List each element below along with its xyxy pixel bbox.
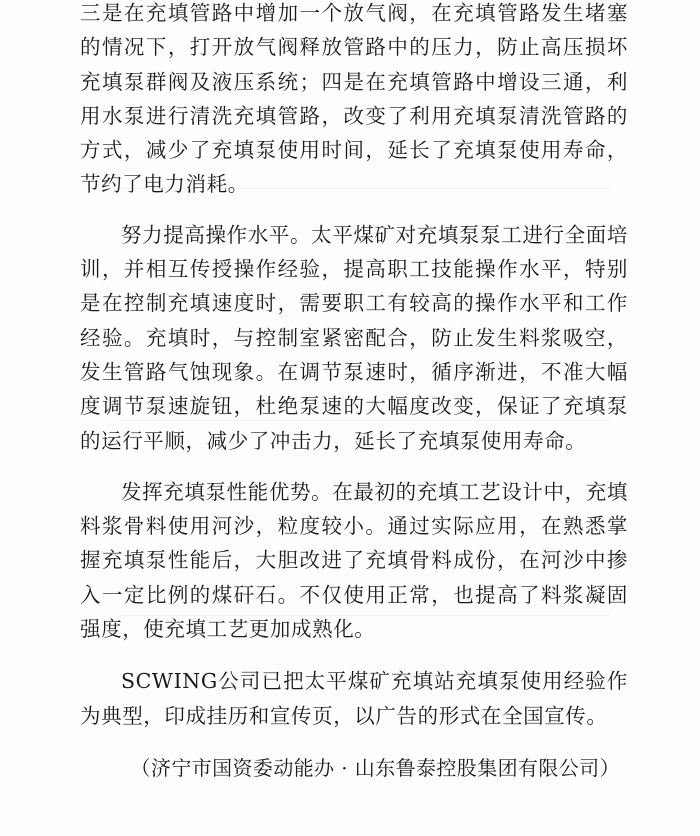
- paragraph-scwing-promotion: SCWING公司已把太平煤矿充填站充填泵使用经验作为典型，印成挂历和宣传页，以广告的形式在全国宣传。: [80, 669, 628, 728]
- paragraph-pipeline-measures: 三是在充填管路中增加一个放气阀，在充填管路发生堵塞的情况下，打开放气阀释放管路中的压力，防止高压损坏充填泵群阀及液压系统；四是在充填管路中增设三通，利用水泵进行清洗充填管路，改变了利用充填泵清洗管路的方式，减少了充填泵使用时间，延长了充填泵使用寿命，节约了电力消耗。: [80, 1, 628, 197]
- article-source: （济宁市国资委动能办 · 山东鲁泰控股集团有限公司）: [130, 755, 620, 780]
- paragraph-pump-performance: 发挥充填泵性能优势。在最初的充填工艺设计中，充填料浆骨料使用河沙，粒度较小。通过实际应用，在熟悉掌握充填泵性能后，大胆改进了充填骨料成份，在河沙中掺入一定比例的煤矸石。不仅使用正常，也提高了料浆凝固强度，使充填工艺更加成熟化。: [80, 479, 628, 642]
- paragraph-operation-level: 努力提高操作水平。太平煤矿对充填泵泵工进行全面培训，并相互传授操作经验，提高职工技能操作水平，特别是在控制充填速度时，需要职工有较高的操作水平和工作经验。充填时，与控制室紧密配合，防止发生料浆吸空，发生管路气蚀现象。在调节泵速时，循序渐进，不准大幅度调节泵速旋钮，杜绝泵速的大幅度改变，保证了充填泵的运行平顺，减少了冲击力，延长了充填泵使用寿命。: [80, 222, 628, 453]
- article-body: [80, 0, 628, 785]
